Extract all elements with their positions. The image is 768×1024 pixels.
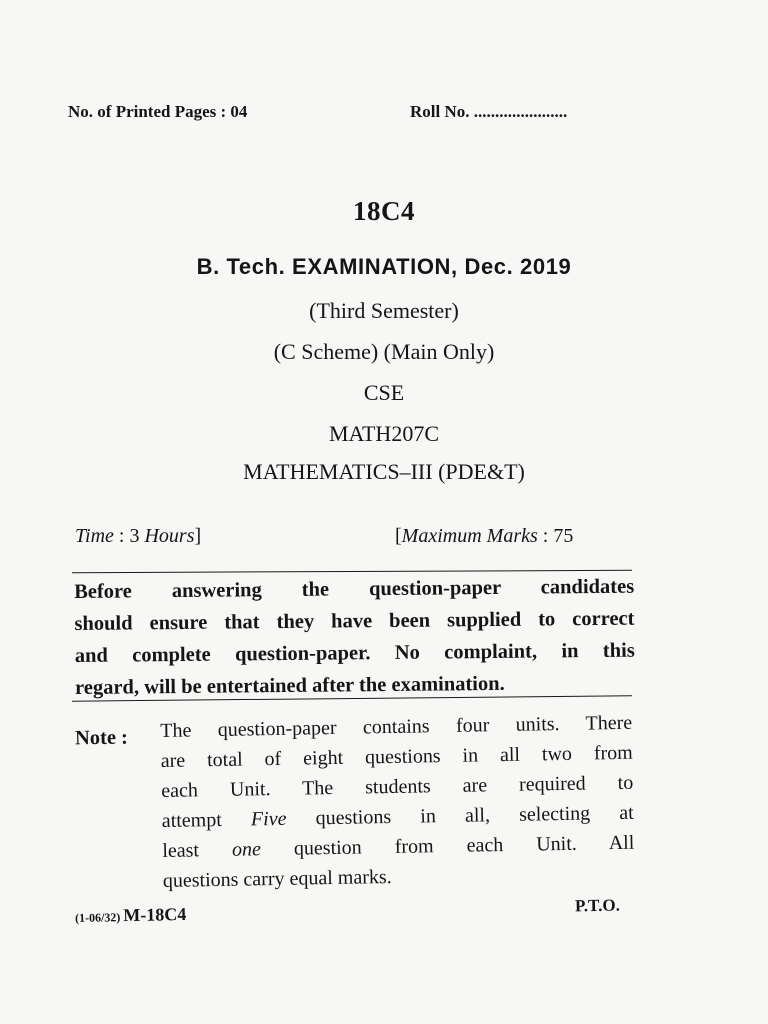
course-name: MATHEMATICS–III (PDE&T)	[243, 459, 525, 484]
scheme: (C Scheme) (Main Only)	[273, 339, 495, 364]
note-line: are total of eight questions in all two from	[160, 741, 633, 772]
marks-value: 75	[553, 525, 574, 547]
footer-code	[75, 904, 187, 927]
printed-pages: No. of Printed Pages : 04	[68, 102, 248, 121]
note-emphasis: one	[231, 838, 262, 861]
marks-separator: :	[537, 525, 554, 547]
note-label: Note :	[74, 726, 129, 750]
marks-label: Maximum Marks	[401, 525, 538, 547]
note-text: questions in all, selecting at	[286, 801, 634, 830]
time-separator: :	[113, 525, 130, 547]
note-line: each Unit. The students are required to	[161, 771, 634, 802]
time-bracket: ]	[194, 525, 202, 547]
marks-bracket: [	[395, 525, 402, 547]
note-line: questions carry equal marks.	[162, 865, 392, 892]
footer-code-small: (1-06/32)	[74, 910, 121, 925]
time-label: Time	[75, 525, 114, 547]
roll-number: Roll No. ......................	[410, 102, 568, 121]
note-line: The question-paper contains four units. There	[160, 711, 633, 742]
maximum-marks	[395, 525, 573, 548]
instruction-line: and complete question-paper. No complaint, in this	[74, 639, 635, 667]
time-unit: Hours	[144, 525, 195, 547]
paper-code: 18C4	[353, 196, 415, 226]
course-code: MATH207C	[328, 421, 439, 446]
footer-code-main: M-18C4	[123, 904, 187, 926]
pto-marker: P.T.O.	[574, 895, 621, 916]
instruction-line: Before answering the question-paper candidates	[74, 575, 635, 603]
time-allowed	[75, 525, 201, 548]
branch: CSE	[363, 380, 405, 405]
note-text: attempt	[161, 808, 252, 832]
note-emphasis: Five	[250, 807, 287, 831]
note-body	[160, 708, 635, 896]
time-value: 3	[129, 525, 145, 547]
note-text: least	[162, 838, 233, 862]
note-text: question from each Unit. All	[260, 831, 635, 861]
instruction-line: should ensure that they have been supplied to correct	[74, 607, 635, 635]
instruction-line: regard, will be entertained after the examination.	[74, 672, 505, 699]
exam-title: B. Tech. EXAMINATION, Dec. 2019	[196, 254, 572, 279]
instructions-block	[74, 571, 635, 704]
semester: (Third Semester)	[309, 298, 459, 323]
